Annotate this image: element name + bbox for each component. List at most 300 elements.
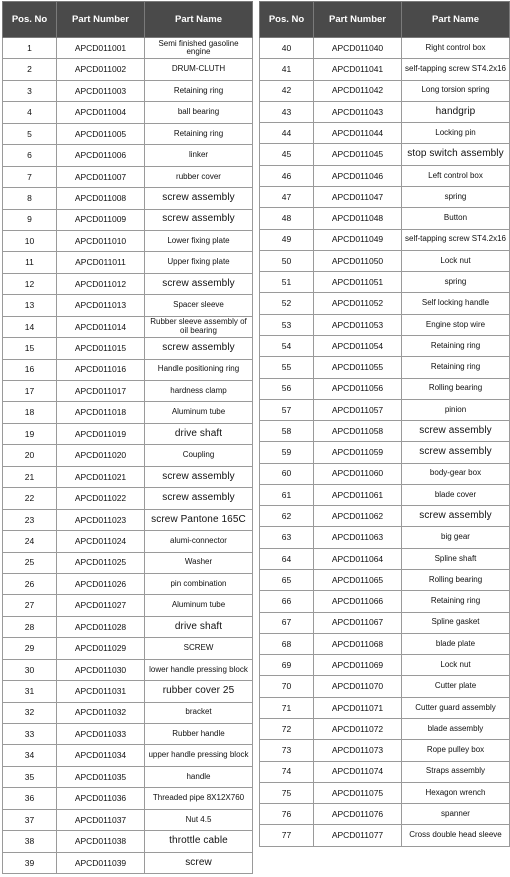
part-number-cell: APCD011063 [314,527,402,548]
table-row [260,123,510,144]
table-row [260,208,510,229]
pos-cell: 72 [260,719,314,740]
part-number-cell: APCD011057 [314,399,402,420]
part-name-cell: Threaded pipe 8X12X760 [145,788,253,809]
part-number-cell: APCD011068 [314,633,402,654]
parts-table-right [259,1,510,847]
pos-cell: 28 [3,616,57,637]
part-name-cell: Rolling bearing [402,378,510,399]
part-name-cell: hardness clamp [145,381,253,402]
pos-cell: 38 [3,831,57,852]
table-row [3,402,253,423]
part-number-cell: APCD011056 [314,378,402,399]
pos-cell: 41 [260,59,314,80]
table-row [260,101,510,122]
pos-cell: 44 [260,123,314,144]
pos-cell: 14 [3,316,57,337]
table-row [260,399,510,420]
part-name-cell: Handle positioning ring [145,359,253,380]
pos-cell: 34 [3,745,57,766]
pos-cell: 65 [260,570,314,591]
pos-cell: 36 [3,788,57,809]
part-number-cell: APCD011064 [314,548,402,569]
part-number-cell: APCD011038 [57,831,145,852]
part-name-cell: Spline shaft [402,548,510,569]
table-row [260,548,510,569]
pos-cell: 33 [3,724,57,745]
header-part-number: Part Number [314,2,402,38]
part-name-cell: stop switch assembly [402,144,510,165]
table-row [260,655,510,676]
part-name-cell: Cutter guard assembly [402,697,510,718]
pos-cell: 19 [3,423,57,444]
part-number-cell: APCD011034 [57,745,145,766]
part-name-cell: Left control box [402,165,510,186]
part-name-cell: Long torsion spring [402,80,510,101]
part-number-cell: APCD011004 [57,102,145,123]
table-row [3,702,253,723]
table-row [260,697,510,718]
table-row [3,852,253,873]
table-row [3,724,253,745]
part-number-cell: APCD011051 [314,272,402,293]
pos-cell: 61 [260,484,314,505]
part-number-cell: APCD011067 [314,612,402,633]
parts-table-left [2,1,253,874]
part-name-cell: DRUM-CLUTH [145,59,253,80]
part-number-cell: APCD011006 [57,145,145,166]
table-row [3,38,253,59]
part-name-cell: Button [402,208,510,229]
part-name-cell: Engine stop wire [402,314,510,335]
pos-cell: 55 [260,357,314,378]
part-number-cell: APCD011026 [57,573,145,594]
part-name-cell: spanner [402,804,510,825]
table-row [3,638,253,659]
pos-cell: 66 [260,591,314,612]
part-number-cell: APCD011015 [57,338,145,359]
part-name-cell: upper handle pressing block [145,745,253,766]
pos-cell: 23 [3,509,57,530]
part-name-cell: Cross double head sleeve [402,825,510,846]
table-row [3,338,253,359]
part-name-cell: pin combination [145,573,253,594]
table-row [3,745,253,766]
pos-cell: 42 [260,80,314,101]
pos-cell: 25 [3,552,57,573]
part-name-cell: drive shaft [145,423,253,444]
part-number-cell: APCD011058 [314,421,402,442]
table-row [3,616,253,637]
table-row [260,825,510,846]
table-row [3,445,253,466]
part-name-cell: screw assembly [402,442,510,463]
pos-cell: 24 [3,531,57,552]
table-row [3,595,253,616]
pos-cell: 68 [260,633,314,654]
pos-cell: 57 [260,399,314,420]
pos-cell: 40 [260,38,314,59]
table-row [260,421,510,442]
part-name-cell: Rolling bearing [402,570,510,591]
table-row [3,166,253,187]
pos-cell: 74 [260,761,314,782]
pos-cell: 3 [3,80,57,101]
part-name-cell: screw assembly [145,338,253,359]
part-number-cell: APCD011041 [314,59,402,80]
table-row [260,272,510,293]
part-name-cell: screw assembly [145,188,253,209]
part-number-cell: APCD011011 [57,252,145,273]
pos-cell: 70 [260,676,314,697]
part-name-cell: Coupling [145,445,253,466]
part-number-cell: APCD011055 [314,357,402,378]
part-name-cell: Nut 4.5 [145,809,253,830]
pos-cell: 47 [260,186,314,207]
table-row [260,378,510,399]
pos-cell: 75 [260,782,314,803]
pos-cell: 22 [3,488,57,509]
table-row [260,484,510,505]
part-name-cell: linker [145,145,253,166]
part-name-cell: Retaining ring [402,335,510,356]
table-row [3,788,253,809]
part-number-cell: APCD011036 [57,788,145,809]
table-row [260,591,510,612]
table-row [3,659,253,680]
part-number-cell: APCD011066 [314,591,402,612]
table-row [260,676,510,697]
part-number-cell: APCD011077 [314,825,402,846]
pos-cell: 6 [3,145,57,166]
table-row [260,633,510,654]
part-name-cell: screw assembly [145,488,253,509]
part-number-cell: APCD011065 [314,570,402,591]
part-name-cell: Retaining ring [402,591,510,612]
part-name-cell: self-tapping screw ST4.2x16 [402,59,510,80]
table-row [3,359,253,380]
pos-cell: 7 [3,166,57,187]
pos-cell: 5 [3,123,57,144]
pos-cell: 39 [3,852,57,873]
part-number-cell: APCD011047 [314,186,402,207]
table-row [3,509,253,530]
part-name-cell: pinion [402,399,510,420]
part-number-cell: APCD011023 [57,509,145,530]
pos-cell: 59 [260,442,314,463]
part-number-cell: APCD011050 [314,250,402,271]
pos-cell: 2 [3,59,57,80]
table-row [3,209,253,230]
table-row [3,145,253,166]
table-row [3,123,253,144]
part-number-cell: APCD011005 [57,123,145,144]
pos-cell: 63 [260,527,314,548]
part-name-cell: Right control box [402,38,510,59]
part-number-cell: APCD011075 [314,782,402,803]
part-number-cell: APCD011001 [57,38,145,59]
table-row [3,423,253,444]
part-number-cell: APCD011042 [314,80,402,101]
part-number-cell: APCD011060 [314,463,402,484]
pos-cell: 54 [260,335,314,356]
part-name-cell: Rubber handle [145,724,253,745]
part-name-cell: Rubber sleeve assembly of oil bearing [145,316,253,337]
table-row [3,316,253,337]
table-row [260,740,510,761]
header-part-name: Part Name [402,2,510,38]
part-name-cell: bracket [145,702,253,723]
pos-cell: 76 [260,804,314,825]
table-row [260,612,510,633]
part-name-cell: body-gear box [402,463,510,484]
part-number-cell: APCD011074 [314,761,402,782]
part-name-cell: throttle cable [145,831,253,852]
pos-cell: 50 [260,250,314,271]
part-number-cell: APCD011039 [57,852,145,873]
pos-cell: 13 [3,295,57,316]
part-name-cell: screw assembly [145,273,253,294]
part-number-cell: APCD011007 [57,166,145,187]
table-row [260,719,510,740]
pos-cell: 77 [260,825,314,846]
pos-cell: 48 [260,208,314,229]
part-number-cell: APCD011013 [57,295,145,316]
part-name-cell: Spacer sleeve [145,295,253,316]
pos-cell: 8 [3,188,57,209]
pos-cell: 12 [3,273,57,294]
pos-cell: 49 [260,229,314,250]
pos-cell: 51 [260,272,314,293]
part-number-cell: APCD011017 [57,381,145,402]
table-row [3,381,253,402]
parts-table-left-body [3,38,253,874]
table-row [260,293,510,314]
part-name-cell: screw Pantone 165C [145,509,253,530]
part-number-cell: APCD011032 [57,702,145,723]
part-name-cell: alumi-connector [145,531,253,552]
part-number-cell: APCD011070 [314,676,402,697]
part-number-cell: APCD011059 [314,442,402,463]
part-number-cell: APCD011054 [314,335,402,356]
table-row [260,186,510,207]
part-number-cell: APCD011009 [57,209,145,230]
part-name-cell: blade cover [402,484,510,505]
pos-cell: 32 [3,702,57,723]
part-number-cell: APCD011062 [314,506,402,527]
part-name-cell: Aluminum tube [145,595,253,616]
pos-cell: 37 [3,809,57,830]
part-number-cell: APCD011029 [57,638,145,659]
part-number-cell: APCD011035 [57,766,145,787]
table-row [260,80,510,101]
table-row [3,531,253,552]
part-name-cell: drive shaft [145,616,253,637]
part-number-cell: APCD011022 [57,488,145,509]
part-name-cell: blade assembly [402,719,510,740]
part-number-cell: APCD011028 [57,616,145,637]
table-row [260,463,510,484]
table-row [3,188,253,209]
part-name-cell: Aluminum tube [145,402,253,423]
part-number-cell: APCD011019 [57,423,145,444]
table-row [3,466,253,487]
part-name-cell: SCREW [145,638,253,659]
table-row [260,527,510,548]
part-number-cell: APCD011031 [57,681,145,702]
pos-cell: 15 [3,338,57,359]
part-name-cell: Retaining ring [145,80,253,101]
part-name-cell: ball bearing [145,102,253,123]
pos-cell: 52 [260,293,314,314]
header-part-number: Part Number [57,2,145,38]
pos-cell: 60 [260,463,314,484]
table-row [260,506,510,527]
part-name-cell: Lock nut [402,655,510,676]
pos-cell: 69 [260,655,314,676]
table-row [260,761,510,782]
table-row [260,250,510,271]
part-name-cell: spring [402,272,510,293]
part-name-cell: screw assembly [402,506,510,527]
table-row [260,782,510,803]
pos-cell: 16 [3,359,57,380]
part-number-cell: APCD011071 [314,697,402,718]
part-number-cell: APCD011018 [57,402,145,423]
part-number-cell: APCD011030 [57,659,145,680]
part-number-cell: APCD011027 [57,595,145,616]
part-name-cell: self-tapping screw ST4.2x16 [402,229,510,250]
part-name-cell: Hexagon wrench [402,782,510,803]
part-number-cell: APCD011046 [314,165,402,186]
part-name-cell: Lock nut [402,250,510,271]
pos-cell: 56 [260,378,314,399]
part-number-cell: APCD011049 [314,229,402,250]
part-number-cell: APCD011076 [314,804,402,825]
part-name-cell: rubber cover 25 [145,681,253,702]
table-row [260,442,510,463]
pos-cell: 18 [3,402,57,423]
part-number-cell: APCD011020 [57,445,145,466]
part-number-cell: APCD011003 [57,80,145,101]
pos-cell: 1 [3,38,57,59]
pos-cell: 62 [260,506,314,527]
table-row [260,59,510,80]
part-name-cell: rubber cover [145,166,253,187]
pos-cell: 58 [260,421,314,442]
header-pos-no: Pos. No [3,2,57,38]
part-name-cell: spring [402,186,510,207]
part-name-cell: Spline gasket [402,612,510,633]
table-row [3,273,253,294]
table-row [260,314,510,335]
part-number-cell: APCD011052 [314,293,402,314]
part-number-cell: APCD011021 [57,466,145,487]
part-name-cell: Semi finished gasoline engine [145,38,253,59]
table-row [260,804,510,825]
part-name-cell: screw assembly [145,466,253,487]
table-row [3,809,253,830]
table-row [3,295,253,316]
part-number-cell: APCD011014 [57,316,145,337]
pos-cell: 4 [3,102,57,123]
table-row [260,335,510,356]
pos-cell: 64 [260,548,314,569]
part-number-cell: APCD011025 [57,552,145,573]
pos-cell: 67 [260,612,314,633]
part-number-cell: APCD011069 [314,655,402,676]
table-row [3,681,253,702]
part-name-cell: Self locking handle [402,293,510,314]
part-name-cell: Retaining ring [402,357,510,378]
part-number-cell: APCD011002 [57,59,145,80]
part-number-cell: APCD011008 [57,188,145,209]
pos-cell: 43 [260,101,314,122]
header-row [260,2,510,38]
part-name-cell: screw assembly [145,209,253,230]
part-name-cell: big gear [402,527,510,548]
part-name-cell: screw [145,852,253,873]
part-number-cell: APCD011048 [314,208,402,229]
pos-cell: 53 [260,314,314,335]
pos-cell: 35 [3,766,57,787]
header-row [3,2,253,38]
table-row [3,80,253,101]
pos-cell: 10 [3,230,57,251]
table-row [260,570,510,591]
part-number-cell: APCD011012 [57,273,145,294]
table-row [260,229,510,250]
part-number-cell: APCD011061 [314,484,402,505]
table-row [3,102,253,123]
pos-cell: 31 [3,681,57,702]
table-row [260,38,510,59]
part-name-cell: Retaining ring [145,123,253,144]
pos-cell: 21 [3,466,57,487]
table-row [3,230,253,251]
part-name-cell: Lower fixing plate [145,230,253,251]
part-number-cell: APCD011072 [314,719,402,740]
part-name-cell: Cutter plate [402,676,510,697]
part-number-cell: APCD011033 [57,724,145,745]
table-row [3,59,253,80]
part-number-cell: APCD011044 [314,123,402,144]
part-name-cell: handle [145,766,253,787]
pos-cell: 46 [260,165,314,186]
table-row [3,552,253,573]
table-row [260,144,510,165]
part-number-cell: APCD011016 [57,359,145,380]
part-name-cell: Upper fixing plate [145,252,253,273]
part-number-cell: APCD011024 [57,531,145,552]
part-name-cell: handgrip [402,101,510,122]
pos-cell: 30 [3,659,57,680]
table-row [3,831,253,852]
pos-cell: 20 [3,445,57,466]
pos-cell: 27 [3,595,57,616]
header-part-name: Part Name [145,2,253,38]
table-row [3,252,253,273]
part-number-cell: APCD011043 [314,101,402,122]
part-name-cell: Rope pulley box [402,740,510,761]
part-name-cell: Straps assembly [402,761,510,782]
pos-cell: 71 [260,697,314,718]
part-number-cell: APCD011053 [314,314,402,335]
part-number-cell: APCD011045 [314,144,402,165]
table-row [3,573,253,594]
part-name-cell: Washer [145,552,253,573]
part-number-cell: APCD011040 [314,38,402,59]
